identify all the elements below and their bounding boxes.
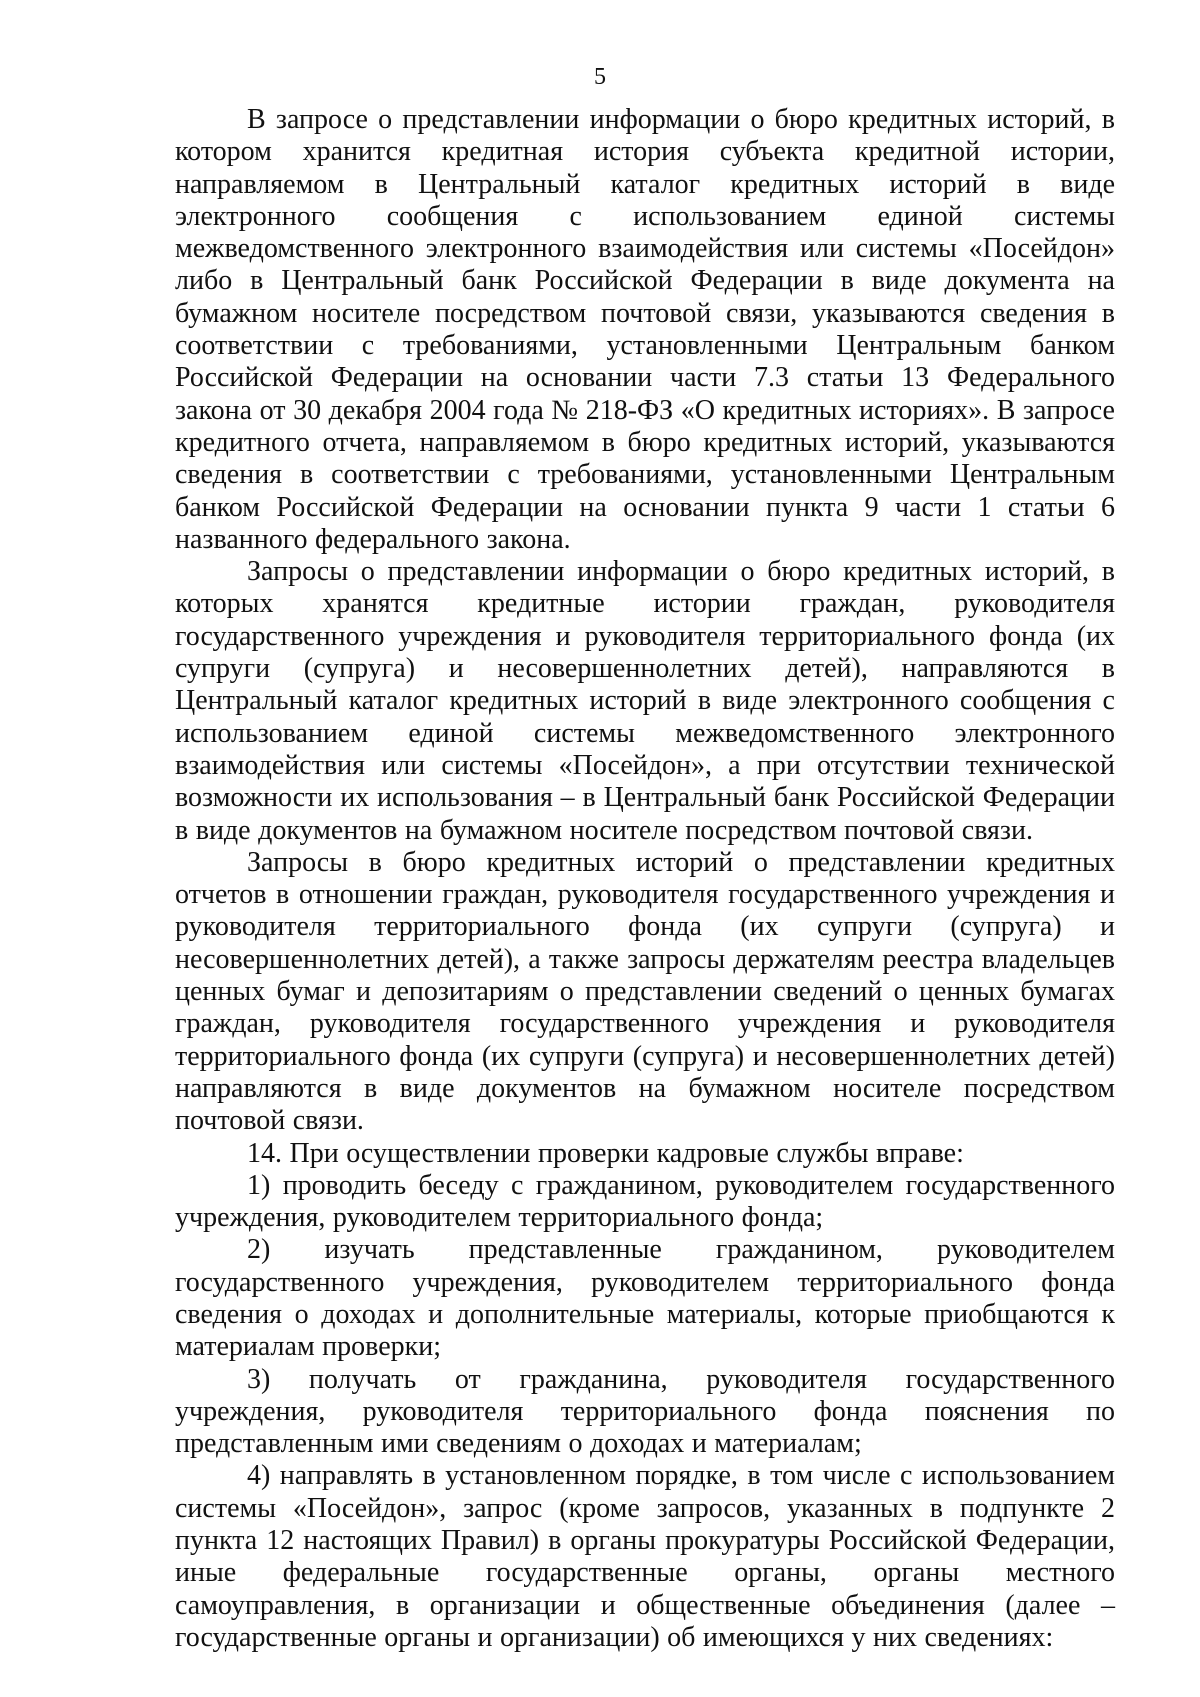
paragraph-central-catalog-requests: Запросы о представлении информации о бюро кредитных историй, в которых хранятся кредитные истории граждан, руководителя государственного учреждения и руководителя территориального фонда (их супруги (супруга) и несовершеннолетних детей), направляются в Центральный каталог кредитных историй в виде электронного сообщения с использованием единой системы межведомственного электронного взаимодействия или системы «Посейдон», а при отсутствии технической возможности их использования – в Центральный банк Российской Федерации в виде документов на бумажном носителе посредством почтовой связи. bbox=[175, 556, 1115, 846]
paragraph-subitem-2: 2) изучать представленные гражданином, руководителем государственного учреждения, руководителем территориального фонда сведения о доходах и дополнительные материалы, которые приобщаются к материалам проверки; bbox=[175, 1234, 1115, 1363]
paragraph-credit-history-request: В запросе о представлении информации о бюро кредитных историй, в котором хранится кредитная история субъекта кредитной истории, направляемом в Центральный каталог кредитных историй в виде электронного сообщения с использованием единой системы межведомственного электронного взаимодействия или системы «Посейдон» либо в Центральный банк Российской Федерации в виде документа на бумажном носителе посредством почтовой связи, указываются сведения в соответствии с требованиями, установленными Центральным банком Российской Федерации на основании части 7.3 статьи 13 Федерального закона от 30 декабря 2004 года № 218-ФЗ «О кредитных историях». В запросе кредитного отчета, направляемом в бюро кредитных историй, указываются сведения в соответствии с требованиями, установленными Центральным банком Российской Федерации на основании пункта 9 части 1 статьи 6 названного федерального закона. bbox=[175, 104, 1115, 555]
paragraph-subitem-1: 1) проводить беседу с гражданином, руководителем государственного учреждения, руководителем территориального фонда; bbox=[175, 1169, 1115, 1234]
page-number: 5 bbox=[594, 64, 606, 90]
paragraph-subitem-4: 4) направлять в установленном порядке, в том числе с использованием системы «Посейдон», запрос (кроме запросов, указанных в подпункте 2 пункта 12 настоящих Правил) в органы прокуратуры Российской Федерации, иные федеральные государственные органы, органы местного самоуправления, в организации и общественные объединения (далее – государственные органы и организации) об имеющихся у них сведениях: bbox=[175, 1460, 1115, 1653]
paragraph-item-14: 14. При осуществлении проверки кадровые службы вправе: bbox=[247, 1137, 964, 1169]
paragraph-subitem-3: 3) получать от гражданина, руководителя государственного учреждения, руководителя территориального фонда пояснения по представленным ими сведениям о доходах и материалам; bbox=[175, 1363, 1115, 1460]
document-body bbox=[175, 104, 1115, 1654]
paragraph-credit-report-requests: Запросы в бюро кредитных историй о представлении кредитных отчетов в отношении граждан, руководителя государственного учреждения и руководителя территориального фонда (их супруги (супруга) и несовершеннолетних детей), а также запросы держателям реестра владельцев ценных бумаг и депозитариям о представлении сведений о ценных бумагах граждан, руководителя государственного учреждения и руководителя территориального фонда (их супруги (супруга) и несовершеннолетних детей) направляются в виде документов на бумажном носителе посредством почтовой связи. bbox=[175, 846, 1115, 1137]
